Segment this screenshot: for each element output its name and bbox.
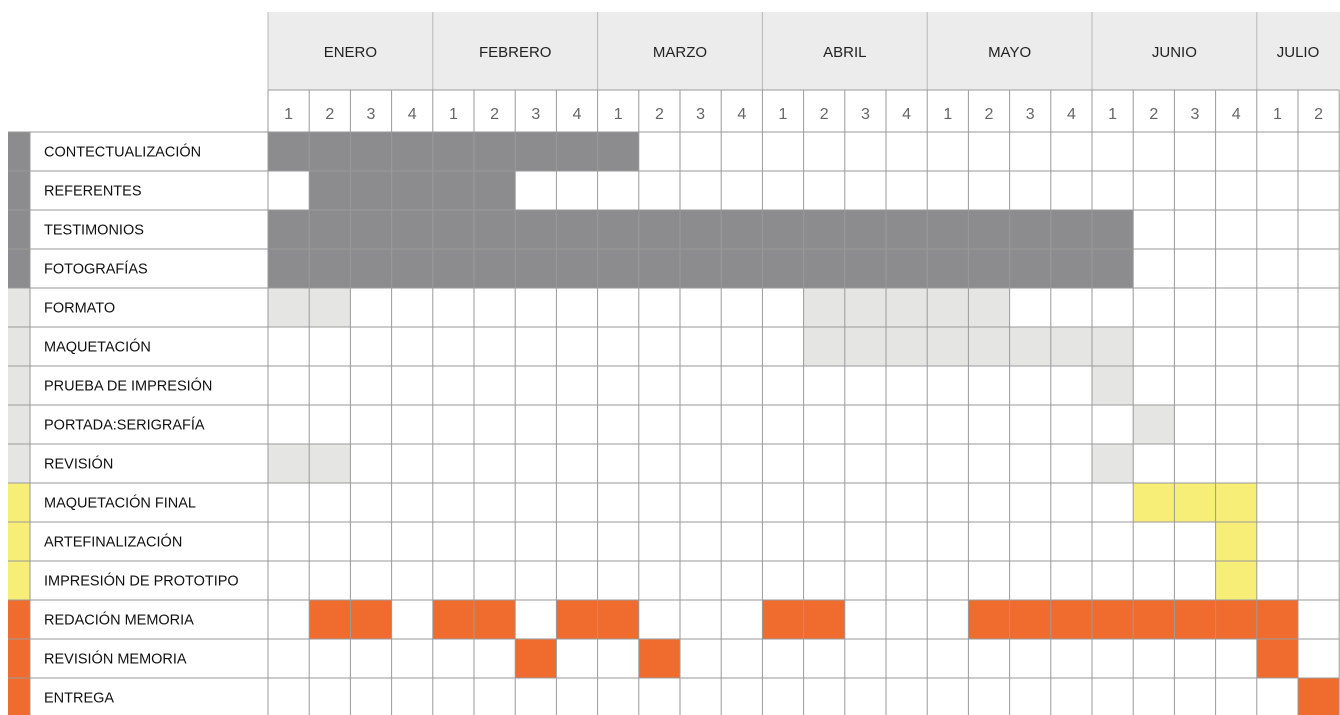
task-cell [1010, 600, 1051, 639]
week-label: 1 [448, 106, 458, 123]
task-cell [433, 600, 474, 639]
task-label: PORTADA:SERIGRAFÍA [44, 417, 205, 434]
month-label: ABRIL [823, 44, 867, 61]
task-cell [556, 600, 597, 639]
week-label: 4 [1066, 106, 1076, 123]
task-cell [804, 288, 845, 327]
week-label: 1 [284, 106, 294, 123]
week-label: 2 [1314, 106, 1324, 123]
task-cell [433, 210, 474, 249]
group-color-bar [8, 600, 30, 715]
week-label: 1 [1272, 106, 1282, 123]
task-cell [762, 210, 803, 249]
task-cell [1174, 483, 1215, 522]
task-cell [350, 132, 391, 171]
task-cell [433, 171, 474, 210]
task-cell [886, 327, 927, 366]
task-cell [515, 639, 556, 678]
task-cell [309, 288, 350, 327]
task-cell [1051, 249, 1092, 288]
task-cell [1133, 483, 1174, 522]
task-cell [350, 249, 391, 288]
task-cell [804, 210, 845, 249]
task-cell [350, 171, 391, 210]
task-cell [1010, 210, 1051, 249]
task-cell [639, 210, 680, 249]
week-label: 3 [366, 106, 376, 123]
task-cell [886, 249, 927, 288]
task-cell [1257, 639, 1298, 678]
month-label: JULIO [1276, 44, 1320, 61]
task-cell [680, 249, 721, 288]
week-label: 1 [1108, 106, 1118, 123]
task-cell [1092, 444, 1133, 483]
task-cell [309, 171, 350, 210]
task-cell [474, 132, 515, 171]
task-cell [309, 249, 350, 288]
task-cell [433, 249, 474, 288]
month-label: MARZO [652, 44, 708, 61]
task-cell [392, 210, 433, 249]
task-cell [350, 210, 391, 249]
task-cell [515, 249, 556, 288]
week-label: 3 [860, 106, 870, 123]
month-label: FEBRERO [478, 44, 552, 61]
week-label: 3 [696, 106, 706, 123]
task-cell [1051, 210, 1092, 249]
task-cell [927, 327, 968, 366]
task-cell [968, 600, 1009, 639]
task-cell [1133, 600, 1174, 639]
task-cell [804, 249, 845, 288]
task-cell [927, 210, 968, 249]
week-label: 2 [984, 106, 994, 123]
task-cell [639, 249, 680, 288]
week-label: 2 [325, 106, 335, 123]
task-cell [350, 600, 391, 639]
task-cell [515, 210, 556, 249]
task-cell [1010, 249, 1051, 288]
task-cell [927, 249, 968, 288]
task-cell [268, 132, 309, 171]
task-cell [1257, 600, 1298, 639]
task-label: REVISIÓN [44, 456, 114, 473]
task-cell [268, 210, 309, 249]
task-cell [886, 210, 927, 249]
task-cell [268, 249, 309, 288]
task-cell [1010, 327, 1051, 366]
task-cell [886, 288, 927, 327]
task-cell [598, 132, 639, 171]
task-label: ARTEFINALIZACIÓN [44, 534, 183, 551]
task-cell [1051, 327, 1092, 366]
task-cell [309, 444, 350, 483]
task-cell [309, 132, 350, 171]
task-label: REFERENTES [44, 183, 142, 200]
task-label: REVISIÓN MEMORIA [44, 651, 187, 668]
task-label: CONTECTUALIZACIÓN [44, 144, 202, 161]
week-label: 1 [613, 106, 623, 123]
group-color-bar [8, 483, 30, 600]
week-label: 4 [572, 106, 582, 123]
task-cell [1216, 522, 1257, 561]
week-label: 2 [1149, 106, 1159, 123]
task-cell [1092, 600, 1133, 639]
task-cell [762, 249, 803, 288]
week-label: 1 [778, 106, 788, 123]
task-cell [1216, 561, 1257, 600]
week-label: 2 [819, 106, 829, 123]
task-label: IMPRESIÓN DE PROTOTIPO [44, 573, 239, 590]
task-cell [309, 210, 350, 249]
task-cell [1092, 327, 1133, 366]
week-label: 3 [1190, 106, 1200, 123]
task-cell [1216, 483, 1257, 522]
task-label: REDACIÓN MEMORIA [44, 612, 194, 629]
task-cell [968, 327, 1009, 366]
task-label: PRUEBA DE IMPRESIÓN [44, 378, 213, 395]
task-cell [845, 327, 886, 366]
task-cell [845, 288, 886, 327]
task-cell [309, 600, 350, 639]
task-cell [1298, 678, 1339, 715]
task-cell [598, 600, 639, 639]
task-cell [1051, 600, 1092, 639]
task-cell [721, 210, 762, 249]
task-label: MAQUETACIÓN [44, 339, 151, 356]
month-label: JUNIO [1151, 44, 1197, 61]
task-cell [804, 600, 845, 639]
week-label: 4 [407, 106, 417, 123]
month-label: ENERO [323, 44, 378, 61]
task-cell [1174, 600, 1215, 639]
task-cell [845, 210, 886, 249]
task-cell [1092, 249, 1133, 288]
task-cell [392, 171, 433, 210]
task-cell [474, 600, 515, 639]
week-label: 3 [1025, 106, 1035, 123]
task-label: MAQUETACIÓN FINAL [44, 495, 196, 512]
task-cell [268, 444, 309, 483]
task-cell [1133, 405, 1174, 444]
month-label: MAYO [988, 44, 1032, 61]
task-label: TESTIMONIOS [44, 222, 144, 239]
task-cell [968, 288, 1009, 327]
task-cell [515, 132, 556, 171]
task-cell [556, 210, 597, 249]
task-cell [556, 132, 597, 171]
task-label: FOTOGRAFÍAS [44, 261, 148, 278]
task-cell [680, 210, 721, 249]
task-cell [392, 249, 433, 288]
task-cell [1092, 210, 1133, 249]
task-cell [474, 210, 515, 249]
task-cell [721, 249, 762, 288]
week-label: 3 [531, 106, 541, 123]
task-cell [639, 639, 680, 678]
task-cell [556, 249, 597, 288]
task-cell [474, 171, 515, 210]
task-cell [968, 249, 1009, 288]
task-cell [598, 249, 639, 288]
task-label: ENTREGA [44, 690, 115, 707]
task-cell [598, 210, 639, 249]
week-label: 2 [654, 106, 664, 123]
task-cell [762, 600, 803, 639]
group-color-bar [8, 288, 30, 483]
week-label: 4 [737, 106, 747, 123]
task-cell [474, 249, 515, 288]
task-cell [968, 210, 1009, 249]
task-cell [1216, 600, 1257, 639]
week-label: 2 [490, 106, 500, 123]
week-label: 4 [902, 106, 912, 123]
task-cell [268, 288, 309, 327]
task-label: FORMATO [44, 300, 116, 317]
week-label: 4 [1231, 106, 1241, 123]
schedule-cells [8, 132, 1339, 715]
task-cell [927, 288, 968, 327]
week-label: 1 [943, 106, 953, 123]
task-cell [433, 132, 474, 171]
task-cell [392, 132, 433, 171]
task-cell [804, 327, 845, 366]
task-cell [1092, 366, 1133, 405]
task-cell [845, 249, 886, 288]
